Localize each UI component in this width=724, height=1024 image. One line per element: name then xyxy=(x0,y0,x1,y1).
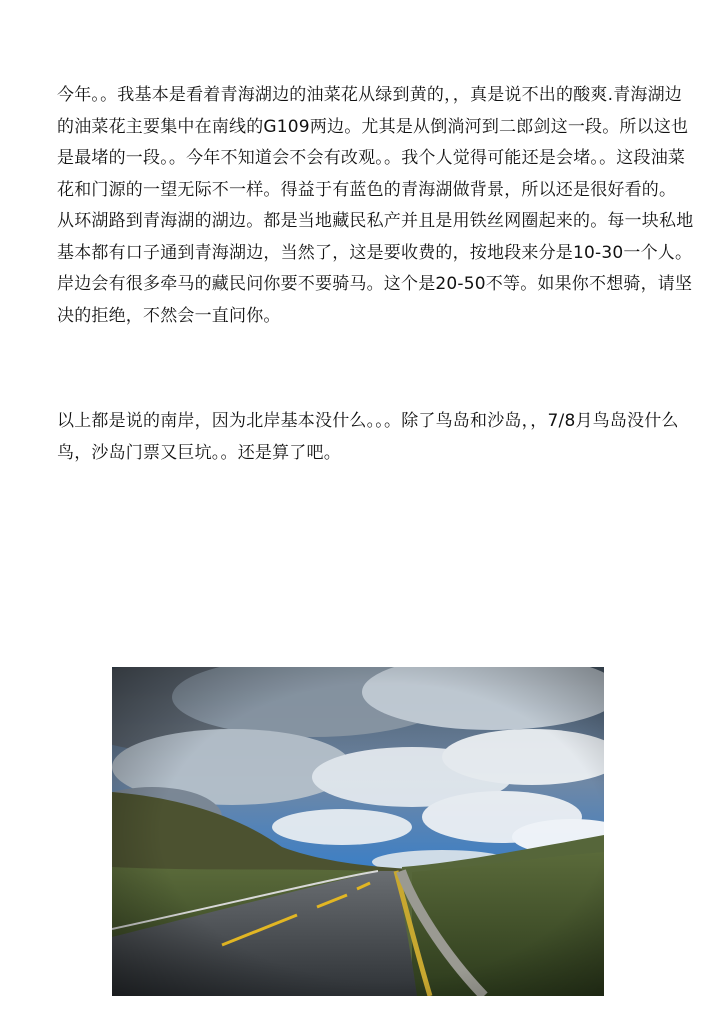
paragraph-north-shore: 以上都是说的南岸，因为北岸基本没什么。。。除了鸟岛和沙岛，，7/8月鸟岛没什么鸟，沙岛门票又巨坑。。还是算了吧。 xyxy=(57,411,679,463)
paragraph-rapeseed-flowers: 今年。。我基本是看着青海湖边的油菜花从绿到黄的，，真是说不出的酸爽.青海湖边的油菜花主要集中在南线的G109两边。尤其是从倒淌河到二郎剑这一段。所以这也是最堵的一段。。今年不知道会不会有改观。。我个人觉得可能还是会堵。。这段油菜花和门源的一望无际不一样。得益于有蓝色的青海湖做背景，所以还是很好看的。 xyxy=(57,85,689,200)
article-body-bottom xyxy=(57,406,697,469)
paragraph-lakeside-access: 从环湖路到青海湖的湖边。都是当地藏民私产并且是用铁丝网圈起来的。每一块私地基本都有口子通到青海湖边，当然了，这是要收费的，按地段来分是10-30一个人。岸边会有很多牵马的藏民问你要不要骑马。这个是20-50不等。如果你不想骑，请坚决的拒绝，不然会一直问你。 xyxy=(57,211,694,326)
article-body-top xyxy=(57,80,697,332)
road-landscape-photo xyxy=(112,667,604,996)
